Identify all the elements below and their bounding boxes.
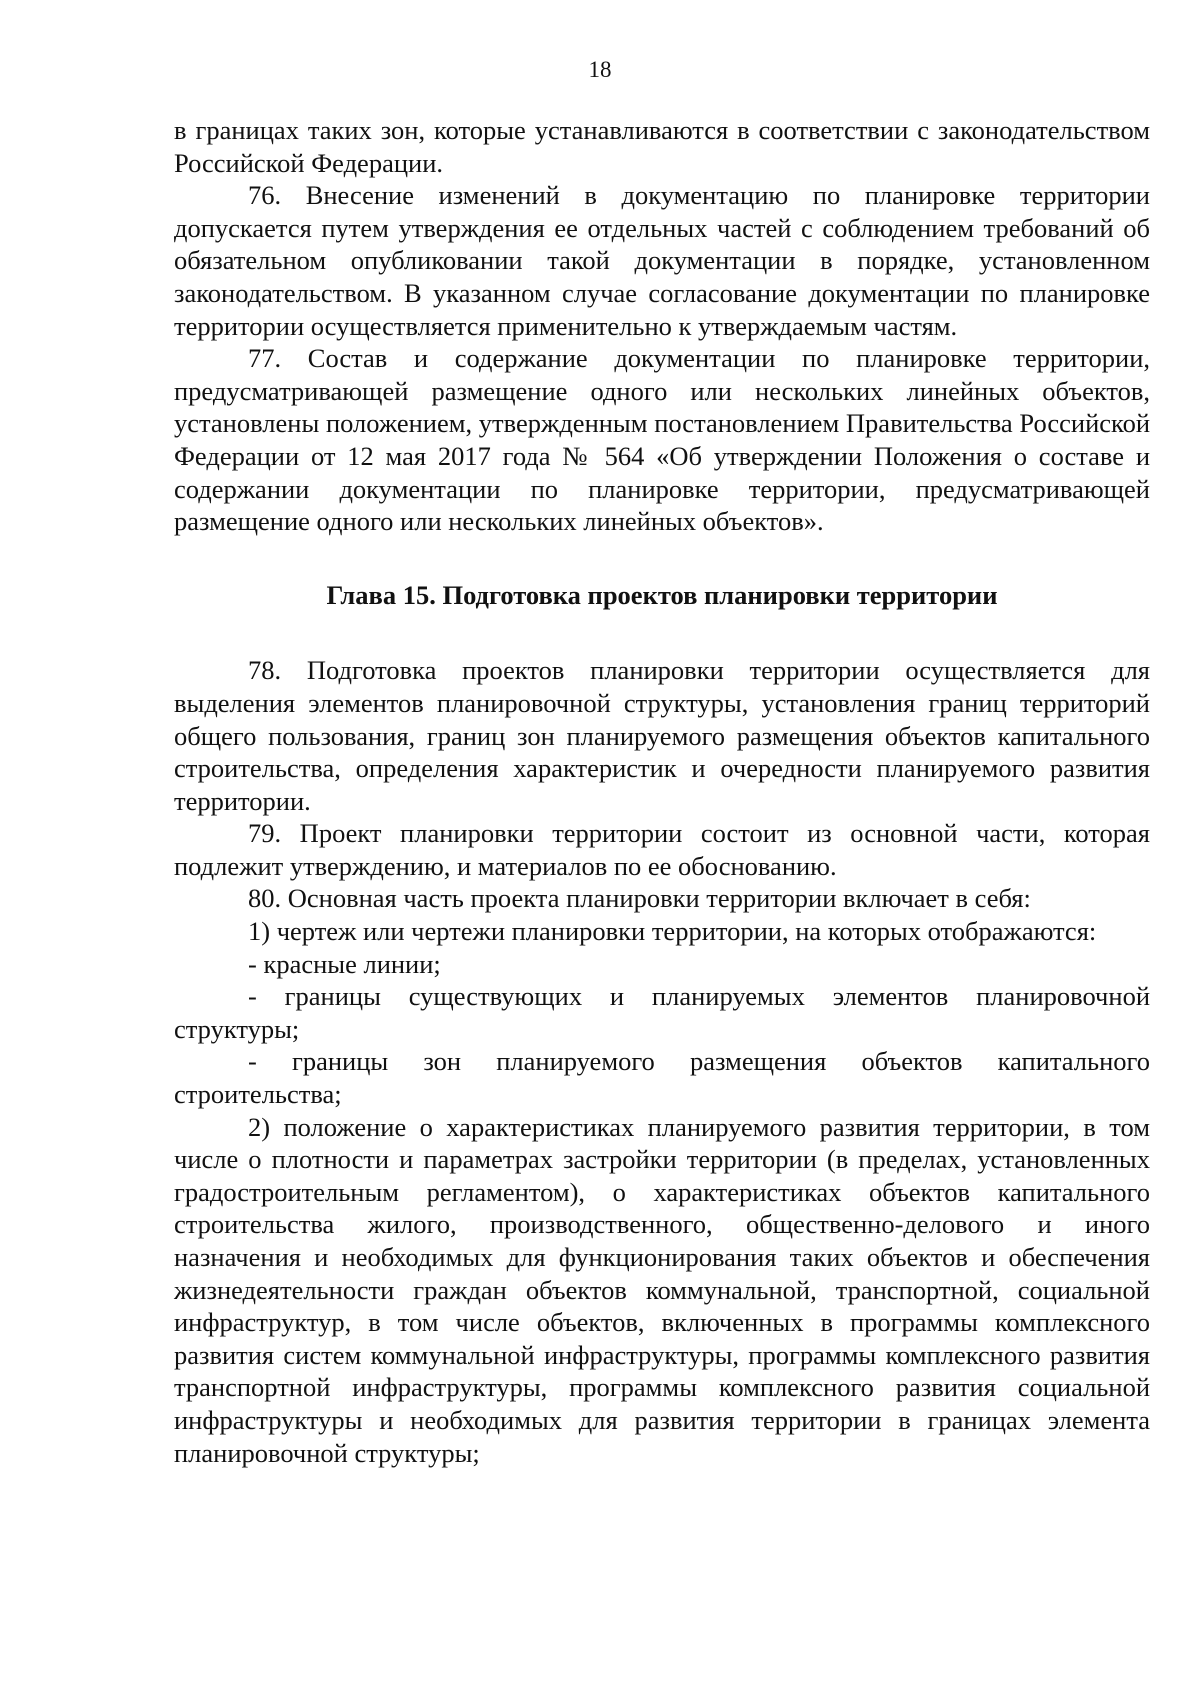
paragraph: - красные линии;	[248, 948, 441, 979]
paragraph: 76. Внесение изменений в документацию по планировке территории допускается путем утверждения ее отдельных частей с соблюдением требований об обязательном опубликовании такой документации в порядке, установленном законодательством. В указанном случае согласование документации по планировке территории осуществляется применительно к утверждаемым частям.	[174, 180, 1150, 341]
page-number: 18	[588, 57, 612, 82]
page-content	[174, 114, 1150, 1469]
paragraphs-after	[174, 654, 1150, 1469]
paragraph: 1) чертеж или чертежи планировки территории, на которых отображаются:	[248, 916, 1097, 947]
paragraph: 80. Основная часть проекта планировки территории включает в себя:	[248, 883, 1031, 914]
paragraph: - границы существующих и планируемых элементов планировочной структуры;	[174, 981, 1150, 1044]
paragraph: 78. Подготовка проектов планировки территории осуществляется для выделения элементов планировочной структуры, установления границ территорий общего пользования, границ зон планируемого размещения объектов капитального строительства, определения характеристик и очередности планируемого развития территории.	[174, 655, 1150, 816]
paragraph: 77. Состав и содержание документации по планировке территории, предусматривающей размещение одного или нескольких линейных объектов, установлены положением, утвержденным постановлением Правительства Российской Федерации от 12 мая 2017 года № 564 «Об утверждении Положения о составе и содержании документации по планировке территории, предусматривающей размещение одного или нескольких линейных объектов».	[174, 343, 1150, 537]
paragraph: 79. Проект планировки территории состоит из основной части, которая подлежит утверждению, и материалов по ее обоснованию.	[174, 818, 1150, 881]
chapter-title: Глава 15. Подготовка проектов планировки территории	[326, 579, 998, 610]
paragraph: 2) положение о характеристиках планируемого развития территории, в том числе о плотности и параметрах застройки территории (в пределах, установленных градостроительным регламентом), о характеристиках объектов капитального строительства жилого, производственного, общественно-делового и иного назначения и необходимых для функционирования таких объектов и обеспечения жизнедеятельности граждан объектов коммунальной, транспортной, социальной инфраструктур, в том числе объектов, включенных в программы комплексного развития систем коммунальной инфраструктуры, программы комплексного развития транспортной инфраструктуры, программы комплексного развития социальной инфраструктуры и необходимых для развития территории в границах элемента планировочной структуры;	[174, 1111, 1150, 1468]
paragraphs-before	[174, 114, 1150, 538]
paragraph: - границы зон планируемого размещения объектов капитального строительства;	[174, 1046, 1150, 1110]
paragraph: в границах таких зон, которые устанавливаются в соответствии с законодательством Российской Федерации.	[174, 115, 1150, 178]
